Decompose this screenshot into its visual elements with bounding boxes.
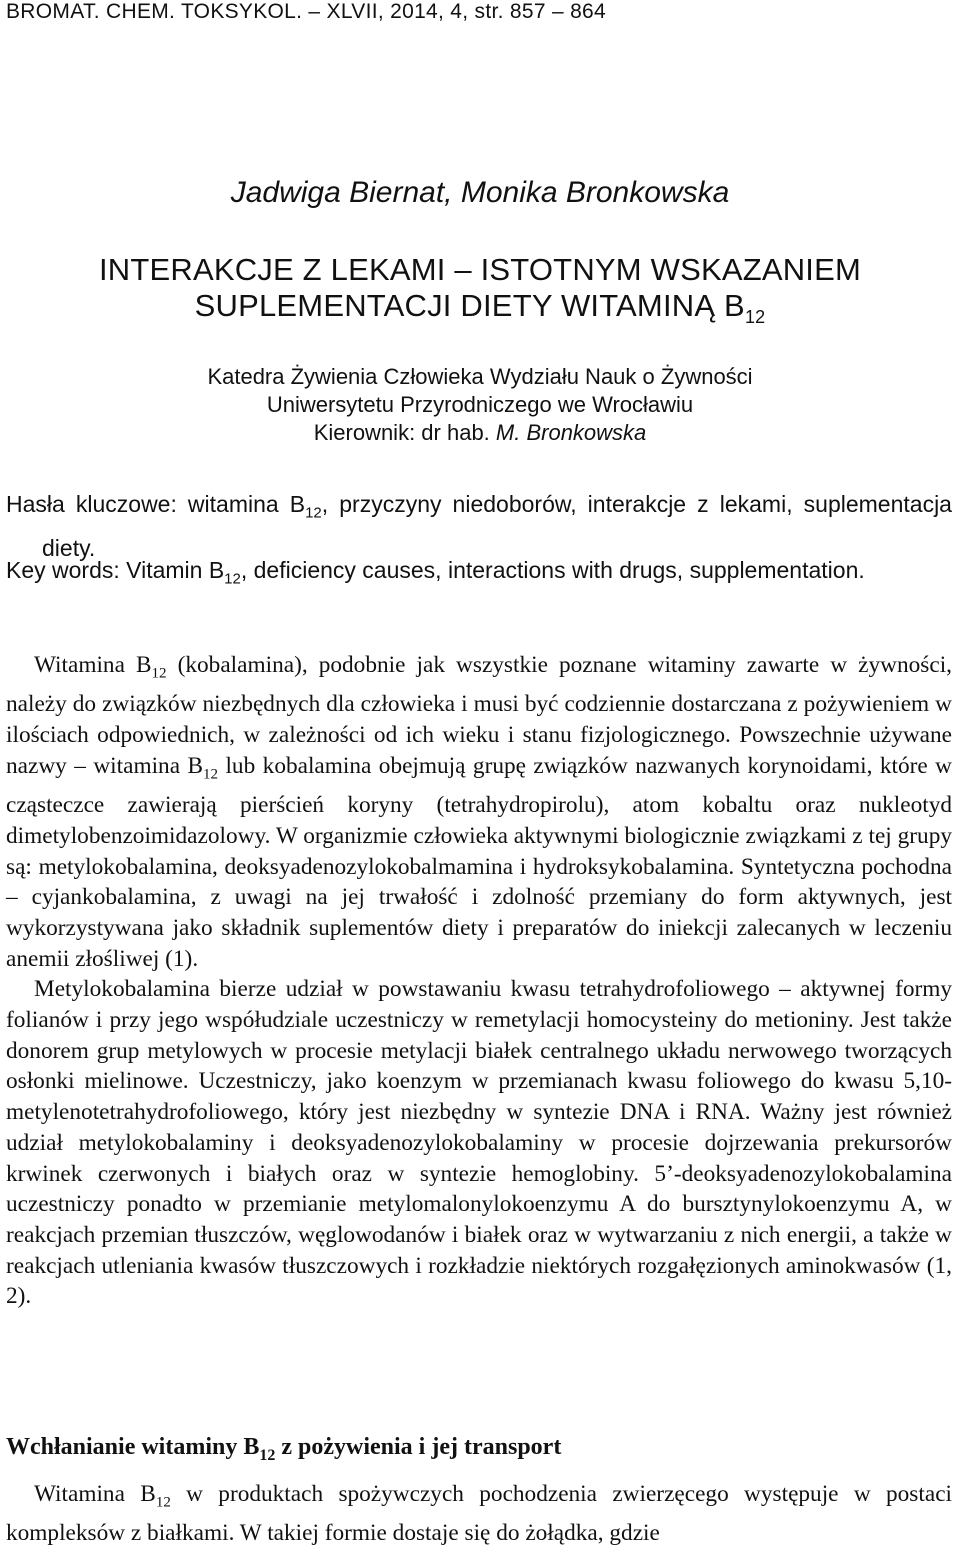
section-heading-subscript: 12 <box>259 1446 276 1464</box>
p1-subscript-2: 12 <box>203 766 219 783</box>
section-heading-start: Wchłanianie witaminy B <box>6 1434 260 1460</box>
affiliation-university: Uniwersytetu Przyrodniczego we Wrocławiu <box>266 392 694 417</box>
section-heading-end: z pożywienia i jej transport <box>275 1434 562 1460</box>
keywords-pl-subscript: 12 <box>305 504 322 522</box>
body-text <box>6 650 952 1312</box>
keywords-en-prefix: Key words: Vitamin B <box>6 557 225 583</box>
keywords-pl-text: , przyczyny niedoborów, interakcje z lekami, suplementacja diety. <box>42 491 952 561</box>
title-line-2 <box>0 288 960 335</box>
title-line-1: INTERAKCJE Z LEKAMI – ISTOTNYM WSKAZANIEM <box>98 252 862 287</box>
p3-end: w produktach spożywczych pochodzenia zwierzęcego występuje w postaci kompleksów z białkami. W takiej formie dostaje się do żołądka, gdzie <box>6 1481 953 1547</box>
affiliation-head-name: M. Bronkowska <box>495 420 647 445</box>
title-line-2-text: SUPLEMENTACJI DIETY WITAMINĄ B <box>194 288 745 323</box>
p1-middle: (kobalamina), podobnie jak wszystkie poznane witaminy zawarte w żywności, należy do związków niezbędnych dla człowieka i musi być codziennie dostarczana z pożywieniem w ilościach odpowiednich, w zależności od ich wieku i stanu fizjologicznego. Powszechnie używane nazwy – witamina B <box>6 652 952 779</box>
p3-subscript: 12 <box>155 1494 171 1511</box>
paragraph-2: Metylokobalamina bierze udział w powstawaniu kwasu tetrahydrofoliowego – aktywnej formy folianów i przy jego współudziale uczestniczy w remetylacji homocysteiny do metioniny. Jest także donorem grup metylowych w procesie metylacji białek centralnego układu nerwowego tworzących osłonki mielinowe. Uczestniczy, jako koenzym w przemianach kwasu foliowego do kwasu 5,10-metylenotetrahydrofoliowego, który jest niezbędny w syntezie DNA i RNA. Ważny jest również udział metylokobalaminy i deoksyadenozylokobalaminy w procesie dojrzewania prekursorów krwinek czerwonych i białych oraz w syntezie hemoglobiny. 5’-deoksyadenozylokobalamina uczestniczy ponadto w przemianie metylomalonylokoenzymu A do bursztynylokoenzymu A, w reakcjach przemian tłuszczów, węglowodanów i białek oraz w wytwarzaniu z nich energii, a także w reakcjach utleniania kwasów tłuszczowych i rozkładzie niektórych rozgałęzionych aminokwasów (1, 2). <box>6 976 952 1310</box>
authors <box>0 176 960 210</box>
section-heading <box>6 1434 561 1465</box>
journal-header-text: BROMAT. CHEM. TOKSYKOL. – XLVII, 2014, 4, str. 857 – 864 <box>6 0 607 23</box>
title-subscript: 12 <box>744 307 766 328</box>
p1-start: Witamina B <box>34 652 152 678</box>
keywords-en-text: , deficiency causes, interactions with drugs, supplementation. <box>240 557 865 583</box>
paragraph-3 <box>6 1479 952 1549</box>
affiliation <box>0 363 960 447</box>
authors-text: Jadwiga Biernat, Monika Bronkowska <box>230 176 730 209</box>
keywords-en-subscript: 12 <box>224 570 241 588</box>
keywords-pl-prefix: Hasła kluczowe: witamina B <box>6 491 306 517</box>
paragraph-1 <box>6 650 952 974</box>
p3-start: Witamina B <box>34 1481 156 1507</box>
keywords-english <box>6 553 952 597</box>
p1-end: lub kobalamina obejmują grupę związków nazwanych korynoidami, które w cząsteczce zawierają pierścień koryny (tetrahydropirolu), atom kobaltu oraz nukleotyd dimetylobenzoimidazolowy. W organizmie człowieka aktywnymi biologicznie związkami z tej grupy są: metylokobalamina, deoksyadenozylokobalmamina i hydroksykobalamina. Syntetyczna pochodna – cyjankobalamina, z uwagi na jej trwałość i zdolność przemiany do form aktywnych, jest wykorzystywana jako składnik suplementów diety i preparatów do iniekcji zalecanych w leczeniu anemii złośliwej (1). <box>6 752 952 972</box>
section-body <box>6 1479 952 1549</box>
affiliation-head <box>0 419 960 447</box>
p1-subscript-1: 12 <box>151 665 167 682</box>
affiliation-head-prefix: Kierownik: dr hab. <box>313 420 496 445</box>
journal-header <box>6 0 606 24</box>
article-title <box>0 252 960 335</box>
affiliation-department: Katedra Żywienia Człowieka Wydziału Nauk o Żywności <box>207 364 753 389</box>
